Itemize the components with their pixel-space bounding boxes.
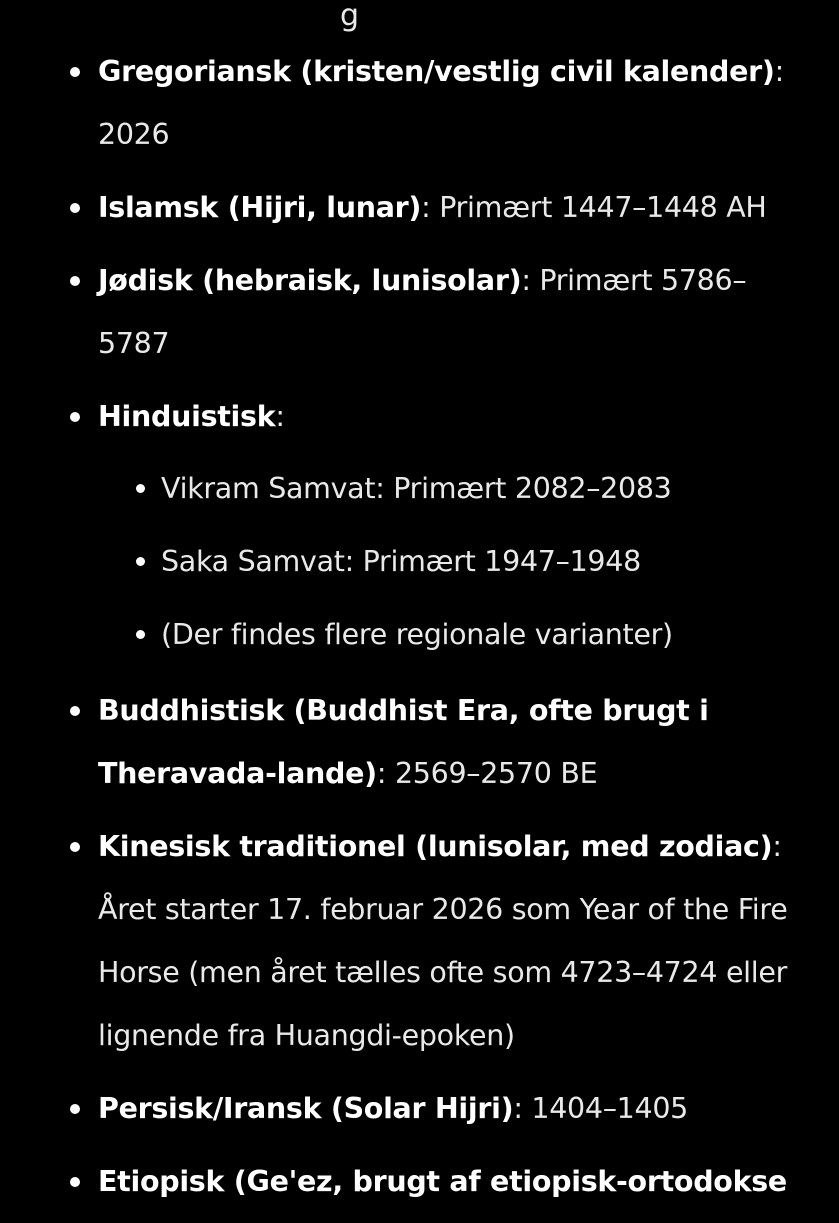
item-value: Primært 1447–1448 AH [430,191,767,224]
calendar-list [0,40,839,1223]
item-value: 2026 [98,118,170,151]
item-label: Kinesisk traditionel (lunisolar, med zodiac) [98,830,773,863]
list-item-hindu [0,385,839,659]
item-separator: : [774,55,784,88]
bullet-icon [70,1177,80,1187]
item-separator: : [275,400,285,433]
sublist-item-regional [98,610,815,659]
list-item-ethiopian [0,1150,839,1213]
item-label: Etiopisk (Ge'ez, brugt af etiopisk-ortodokse [98,1165,787,1198]
bullet-icon [70,276,80,286]
list-item-jewish [0,249,839,375]
list-item-buddhist [0,679,839,805]
hindu-sublist [98,464,815,659]
bullet-icon [70,67,80,77]
bullet-icon [70,706,80,716]
item-value: Primært 5786–5787 [98,264,747,360]
sublist-item-text: Saka Samvat: Primært 1947–1948 [161,545,641,578]
sub-bullet-icon [136,484,145,493]
sub-bullet-icon [136,630,145,639]
list-item-persian [0,1077,839,1140]
item-label: Jødisk (hebraisk, lunisolar) [98,264,522,297]
sublist-item-saka [98,537,815,586]
sublist-item-vikram [98,464,815,513]
bullet-icon [70,412,80,422]
item-value: 1404–1405 [522,1092,688,1125]
bullet-icon [70,842,80,852]
sublist-item-text: Vikram Samvat: Primært 2082–2083 [161,472,672,505]
bullet-icon [70,1104,80,1114]
item-separator: : [376,757,387,790]
sub-bullet-icon [136,557,145,566]
item-separator: : [513,1092,523,1125]
item-separator: : [521,264,531,297]
item-separator: : [421,191,431,224]
item-label: Buddhistisk (Buddhist Era, ofte brugt i Theravada-lande) [98,694,709,790]
item-separator: : [772,830,782,863]
item-label: Hinduistisk [98,400,276,433]
bullet-icon [70,203,80,213]
list-item-gregorian [0,40,839,166]
list-item-islamic [0,176,839,239]
item-value: 2569–2570 BE [386,757,598,790]
sublist-item-text: (Der findes flere regionale varianter) [161,618,673,651]
item-label: Gregoriansk (kristen/vestlig civil kalender) [98,55,775,88]
list-item-chinese [0,815,839,1067]
item-label: Islamsk (Hijri, lunar) [98,191,422,224]
item-label: Persisk/Iransk (Solar Hijri) [98,1092,514,1125]
item-value: Året starter 17. februar 2026 som Year of the Fire Horse (men året tælles ofte som 4723–4724 eller lignende fra Huangdi-epoken) [98,893,788,1052]
cut-off-text-fragment: g [340,0,360,33]
